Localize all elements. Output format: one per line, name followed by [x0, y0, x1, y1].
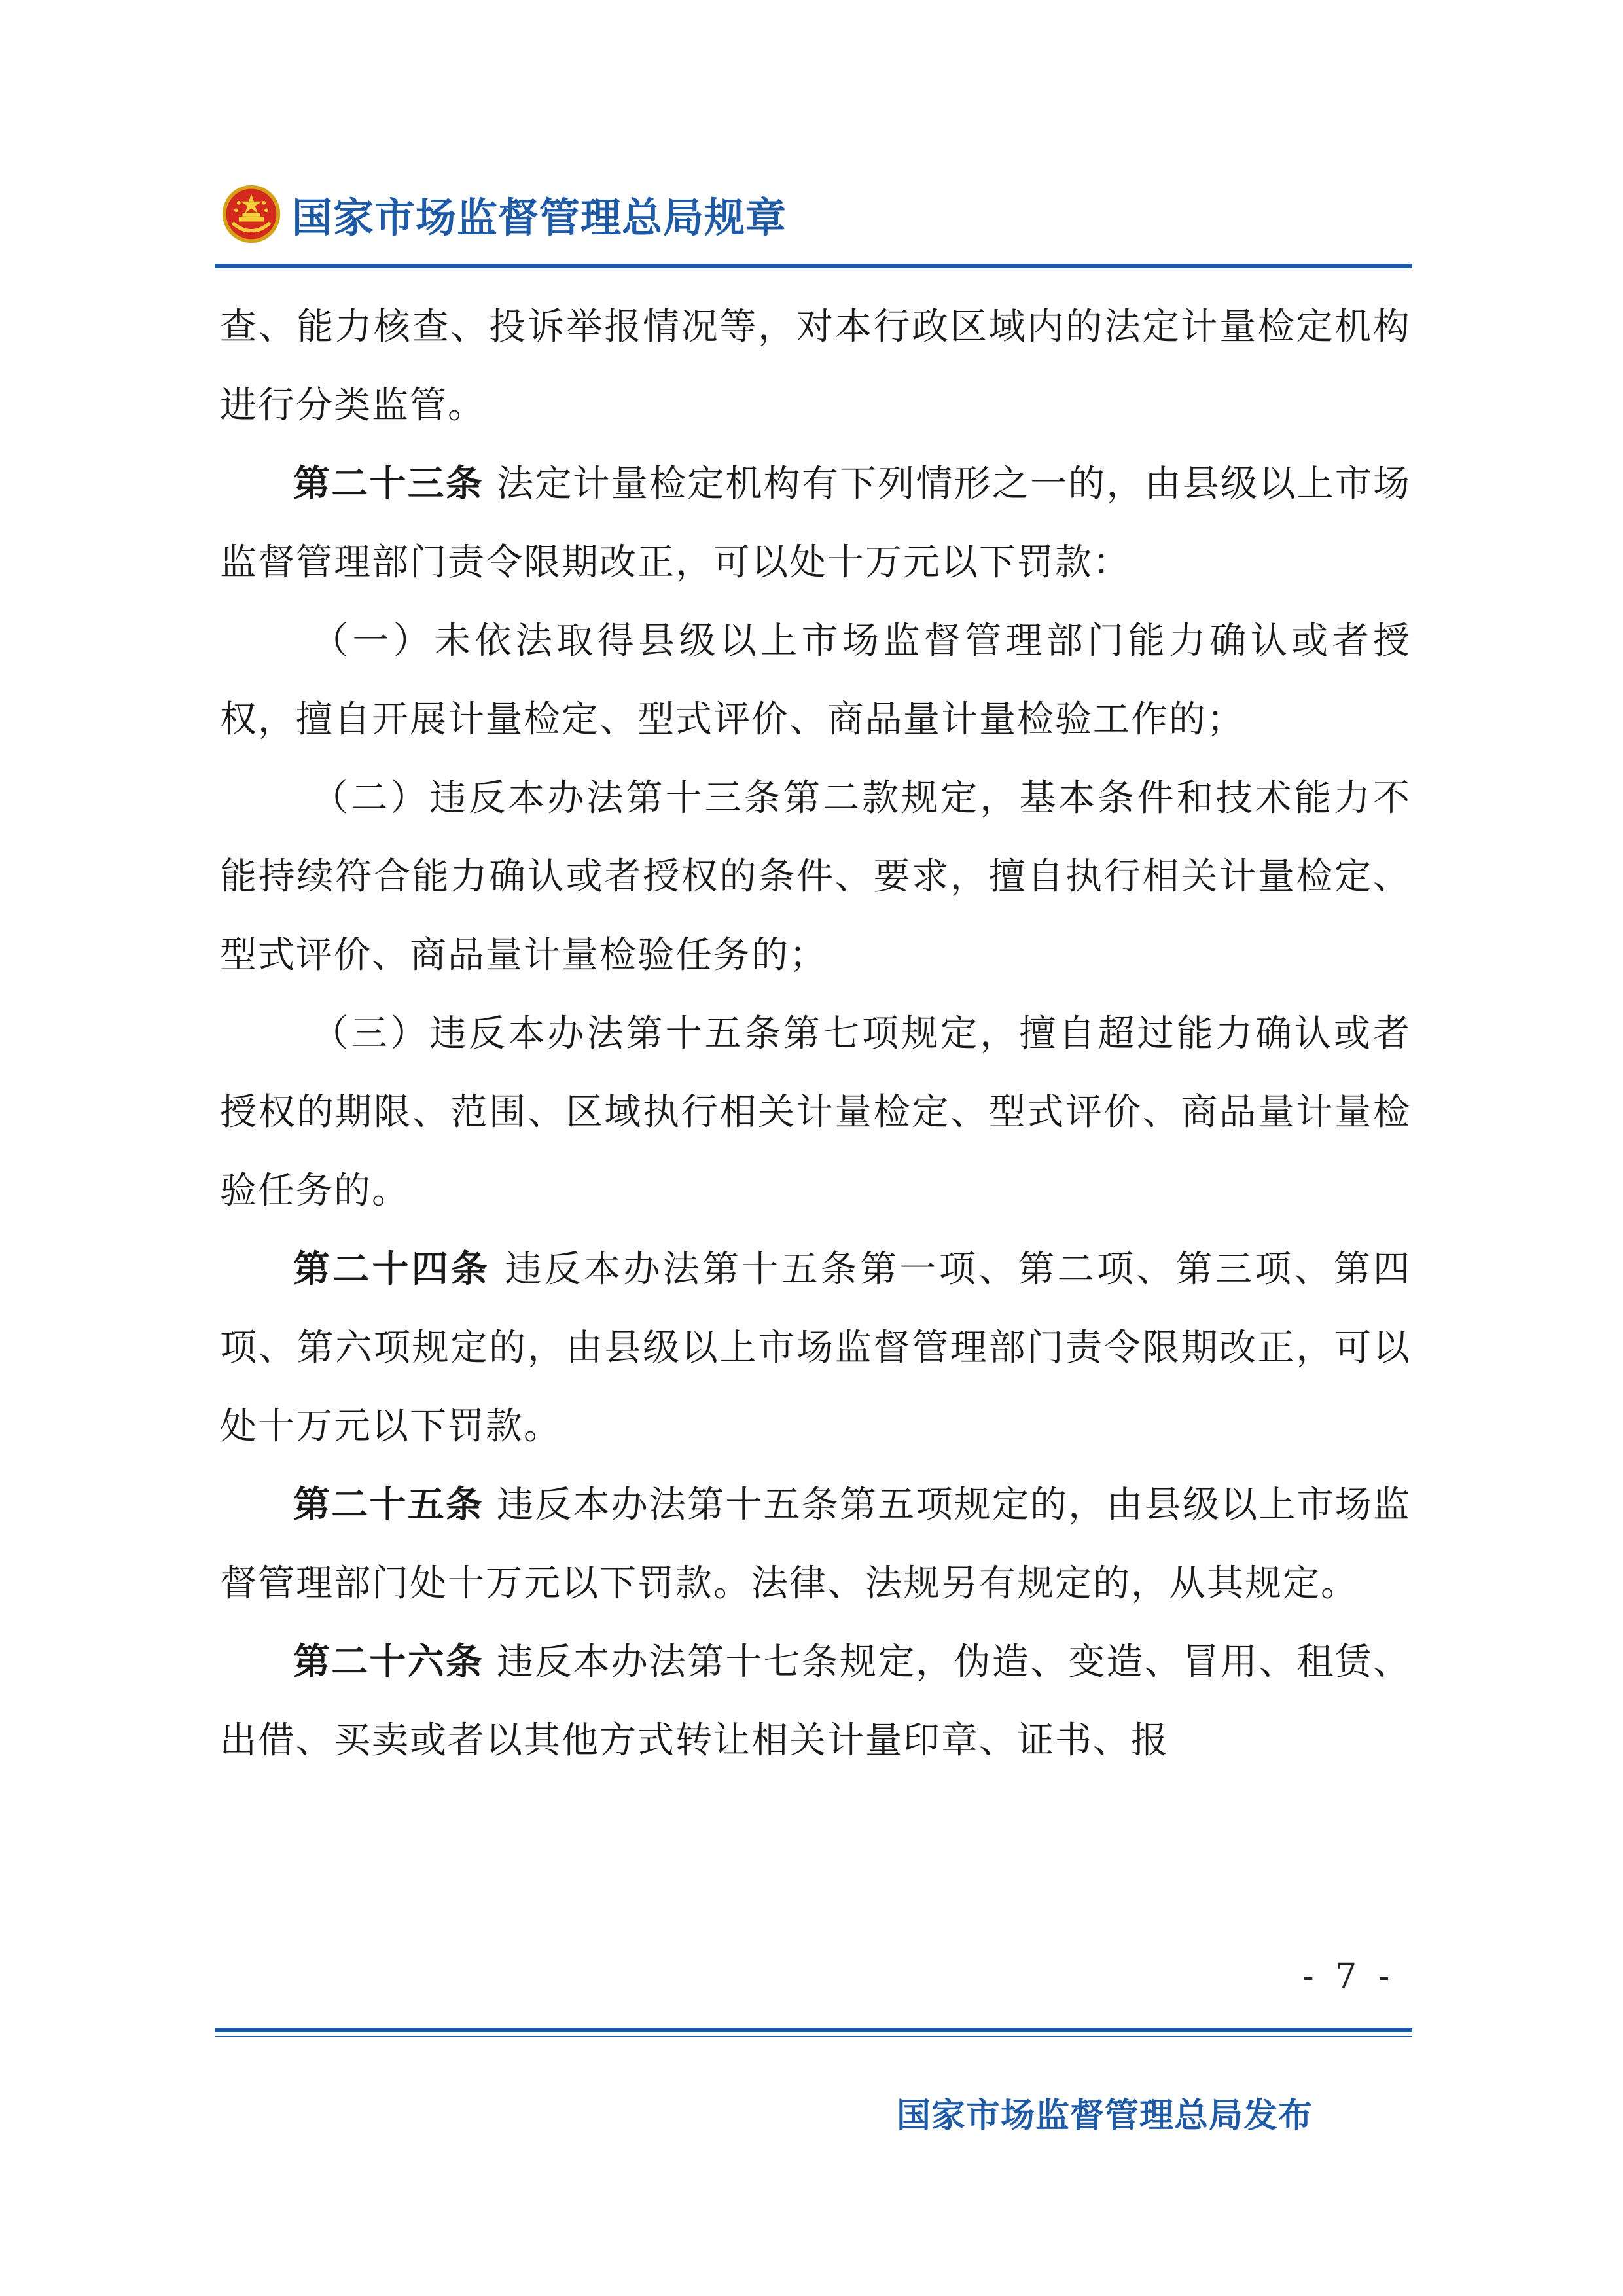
document-body [220, 288, 1411, 1780]
article-24 [220, 1230, 1411, 1466]
page-number: - 7 - [1302, 1957, 1395, 1996]
article-26-number: 第二十六条 [293, 1641, 484, 1683]
article-25-text: 违反本办法第十五条第五项规定的，由县级以上市场监督管理部门处十万元以下罚款。法律、法规另有规定的，从其规定。 [220, 1484, 1411, 1605]
header-divider [215, 264, 1412, 268]
footer-publisher: 国家市场监督管理总局发布 [897, 2096, 1313, 2136]
article-23 [220, 445, 1411, 602]
national-emblem-icon [220, 183, 283, 245]
header-title: 国家市场监督管理总局规章 [292, 193, 787, 242]
article-25 [220, 1466, 1411, 1623]
footer-divider-thick [215, 2028, 1412, 2032]
page-header [220, 178, 787, 250]
article-25-number: 第二十五条 [293, 1484, 484, 1526]
paragraph-continued: 查、能力核查、投诉举报情况等，对本行政区域内的法定计量检定机构进行分类监管。 [220, 306, 1411, 427]
article-24-text: 违反本办法第十五条第一项、第二项、第三项、第四项、第六项规定的，由县级以上市场监督管理部门责令限期改正，可以处十万元以下罚款。 [220, 1248, 1411, 1448]
article-26-text: 违反本办法第十七条规定，伪造、变造、冒用、租赁、出借、买卖或者以其他方式转让相关计量印章、证书、报 [220, 1641, 1411, 1762]
article-23-item-2: （二）违反本办法第十三条第二款规定，基本条件和技术能力不能持续符合能力确认或者授权的条件、要求，擅自执行相关计量检定、型式评价、商品量计量检验任务的； [220, 777, 1411, 977]
article-23-text: 法定计量检定机构有下列情形之一的，由县级以上市场监督管理部门责令限期改正，可以处十万元以下罚款： [220, 463, 1411, 584]
article-23-number: 第二十三条 [293, 463, 484, 505]
footer-divider-thin [215, 2036, 1412, 2037]
article-26 [220, 1623, 1411, 1780]
article-23-item-3: （三）违反本办法第十五条第七项规定，擅自超过能力确认或者授权的期限、范围、区域执行相关计量检定、型式评价、商品量计量检验任务的。 [220, 1013, 1411, 1212]
article-23-item-1: （一）未依法取得县级以上市场监督管理部门能力确认或者授权，擅自开展计量检定、型式评价、商品量计量检验工作的； [220, 620, 1411, 741]
article-24-number: 第二十四条 [293, 1248, 491, 1291]
